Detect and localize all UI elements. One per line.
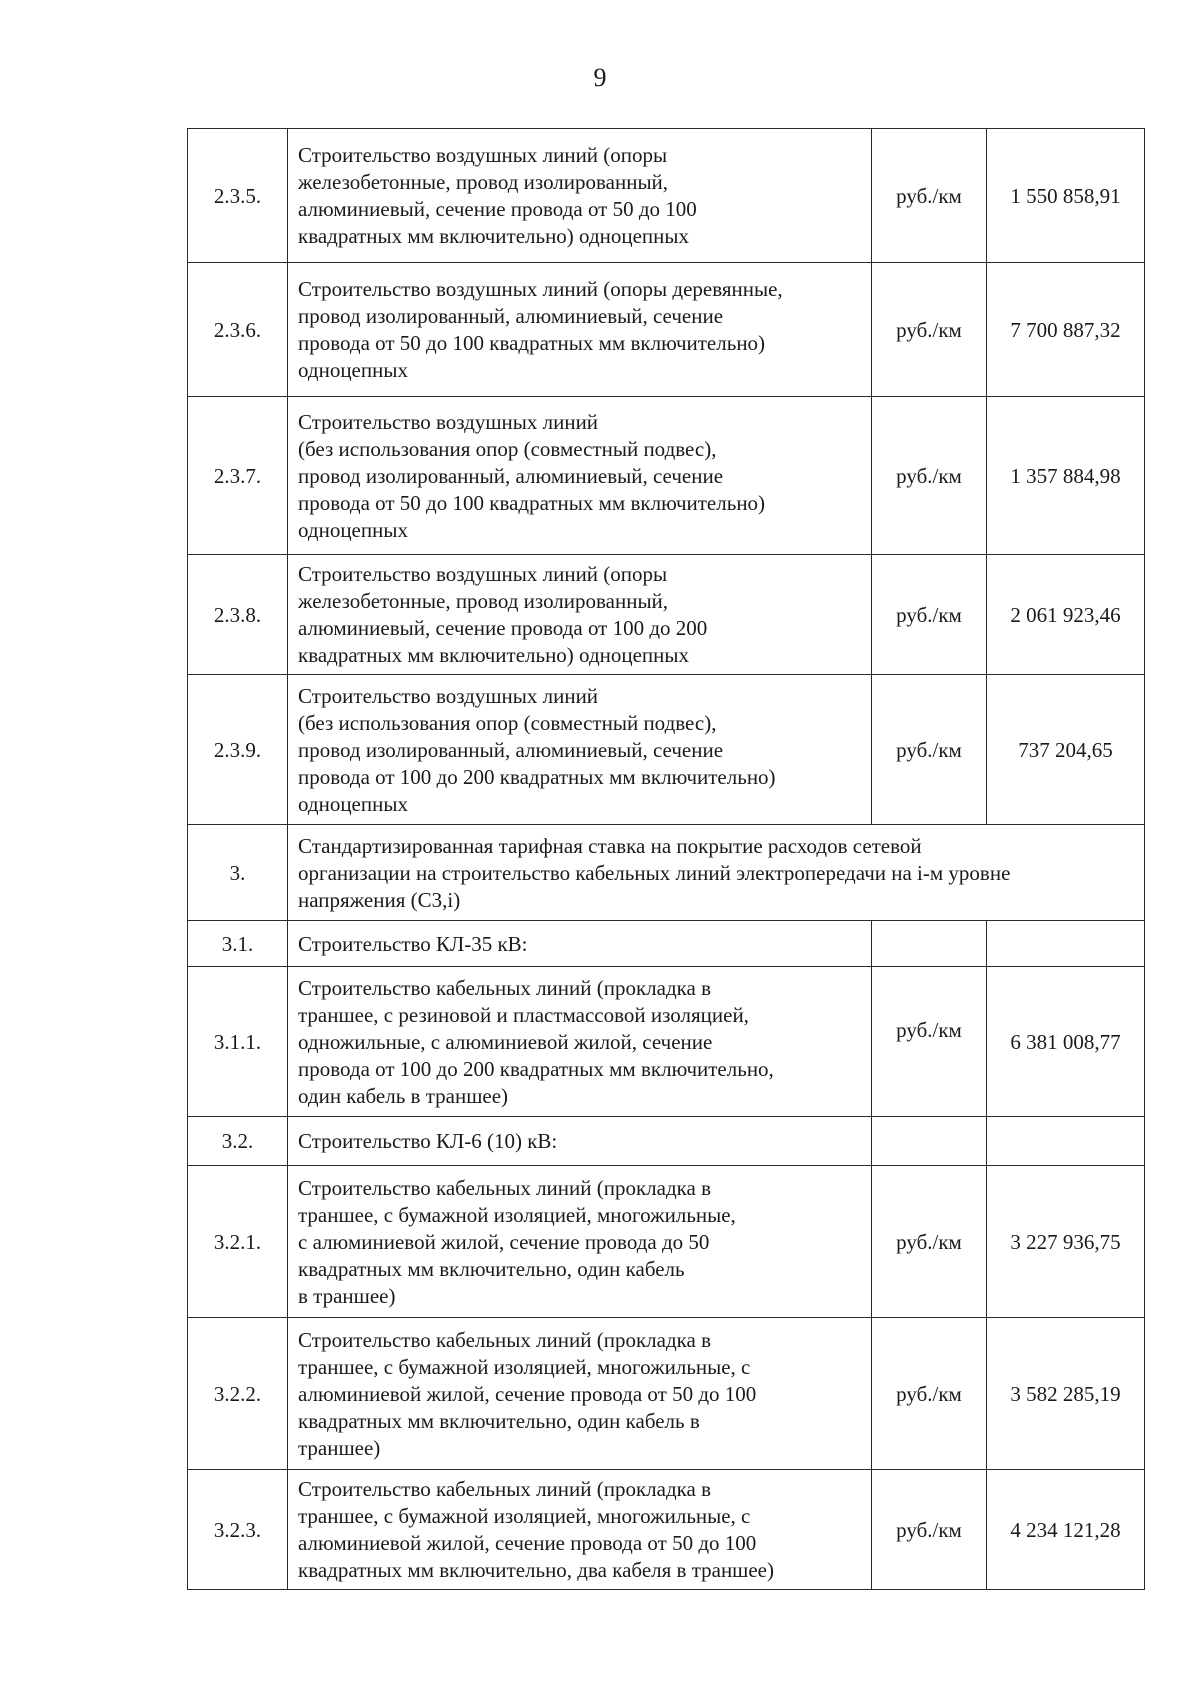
row-value <box>987 921 1145 967</box>
row-description: Строительство кабельных линий (прокладка в траншее, с бумажной изоляцией, многожильные, с алюминиевой жилой, сечение провода до 50 квадратных мм включительно, один кабель в траншее) <box>288 1166 872 1318</box>
table-row <box>188 397 1145 555</box>
table-row <box>188 675 1145 825</box>
row-description: Строительство КЛ-6 (10) кВ: <box>288 1117 872 1166</box>
row-value: 3 227 936,75 <box>987 1166 1145 1318</box>
row-unit: руб./км <box>872 555 987 675</box>
row-unit: руб./км <box>872 129 987 263</box>
row-unit: руб./км <box>872 675 987 825</box>
table-row <box>188 921 1145 967</box>
row-value: 1 357 884,98 <box>987 397 1145 555</box>
table-row <box>188 1117 1145 1166</box>
page-number: 9 <box>593 63 607 92</box>
row-description: Строительство кабельных линий (прокладка в траншее, с резиновой и пластмассовой изоляцией, одножильные, с алюминиевой жилой, сечение провода от 100 до 200 квадратных мм включительно, один кабель в траншее) <box>288 967 872 1117</box>
row-description: Строительство воздушных линий (опоры железобетонные, провод изолированный, алюминиевый, сечение провода от 100 до 200 квадратных мм включительно) одноцепных <box>288 555 872 675</box>
table-row <box>188 1470 1145 1590</box>
row-description: Строительство воздушных линий (опоры деревянные, провод изолированный, алюминиевый, сечение провода от 50 до 100 квадратных мм включительно) одноцепных <box>288 263 872 397</box>
table-row <box>188 1318 1145 1470</box>
row-value: 6 381 008,77 <box>987 967 1145 1117</box>
table-row <box>188 825 1145 921</box>
row-value: 2 061 923,46 <box>987 555 1145 675</box>
row-description: Строительство воздушных линий (без использования опор (совместный подвес), провод изолированный, алюминиевый, сечение провода от 100 до 200 квадратных мм включительно) одноцепных <box>288 675 872 825</box>
table-row <box>188 555 1145 675</box>
row-value: 4 234 121,28 <box>987 1470 1145 1590</box>
row-number: 3. <box>188 825 288 921</box>
row-value <box>987 1117 1145 1166</box>
row-description: Строительство кабельных линий (прокладка в траншее, с бумажной изоляцией, многожильные, с алюминиевой жилой, сечение провода от 50 до 100 квадратных мм включительно, один кабель в траншее) <box>288 1318 872 1470</box>
row-description: Строительство кабельных линий (прокладка в траншее, с бумажной изоляцией, многожильные, с алюминиевой жилой, сечение провода от 50 до 100 квадратных мм включительно, два кабеля в траншее) <box>288 1470 872 1590</box>
row-number: 2.3.9. <box>188 675 288 825</box>
row-unit: руб./км <box>872 1318 987 1470</box>
row-number: 2.3.6. <box>188 263 288 397</box>
row-unit: руб./км <box>872 1166 987 1318</box>
row-unit <box>872 921 987 967</box>
tariff-table <box>187 128 1145 1590</box>
row-unit: руб./км <box>872 263 987 397</box>
row-unit: руб./км <box>872 967 987 1117</box>
row-number: 3.1.1. <box>188 967 288 1117</box>
table-row <box>188 967 1145 1117</box>
row-description: Стандартизированная тарифная ставка на покрытие расходов сетевой организации на строительство кабельных линий электропередачи на i-м уровне напряжения (С3,i) <box>288 825 1145 921</box>
table-row <box>188 263 1145 397</box>
row-unit: руб./км <box>872 1470 987 1590</box>
table-row <box>188 129 1145 263</box>
row-number: 3.2.1. <box>188 1166 288 1318</box>
row-number: 2.3.5. <box>188 129 288 263</box>
row-value: 3 582 285,19 <box>987 1318 1145 1470</box>
row-value: 1 550 858,91 <box>987 129 1145 263</box>
row-description: Строительство воздушных линий (опоры железобетонные, провод изолированный, алюминиевый, сечение провода от 50 до 100 квадратных мм включительно) одноцепных <box>288 129 872 263</box>
row-number: 3.2. <box>188 1117 288 1166</box>
table-row <box>188 1166 1145 1318</box>
row-number: 2.3.8. <box>188 555 288 675</box>
row-description: Строительство КЛ-35 кВ: <box>288 921 872 967</box>
row-number: 2.3.7. <box>188 397 288 555</box>
row-number: 3.2.3. <box>188 1470 288 1590</box>
row-value: 737 204,65 <box>987 675 1145 825</box>
row-number: 3.1. <box>188 921 288 967</box>
row-unit: руб./км <box>872 397 987 555</box>
row-description: Строительство воздушных линий (без использования опор (совместный подвес), провод изолированный, алюминиевый, сечение провода от 50 до 100 квадратных мм включительно) одноцепных <box>288 397 872 555</box>
row-number: 3.2.2. <box>188 1318 288 1470</box>
row-unit <box>872 1117 987 1166</box>
row-value: 7 700 887,32 <box>987 263 1145 397</box>
